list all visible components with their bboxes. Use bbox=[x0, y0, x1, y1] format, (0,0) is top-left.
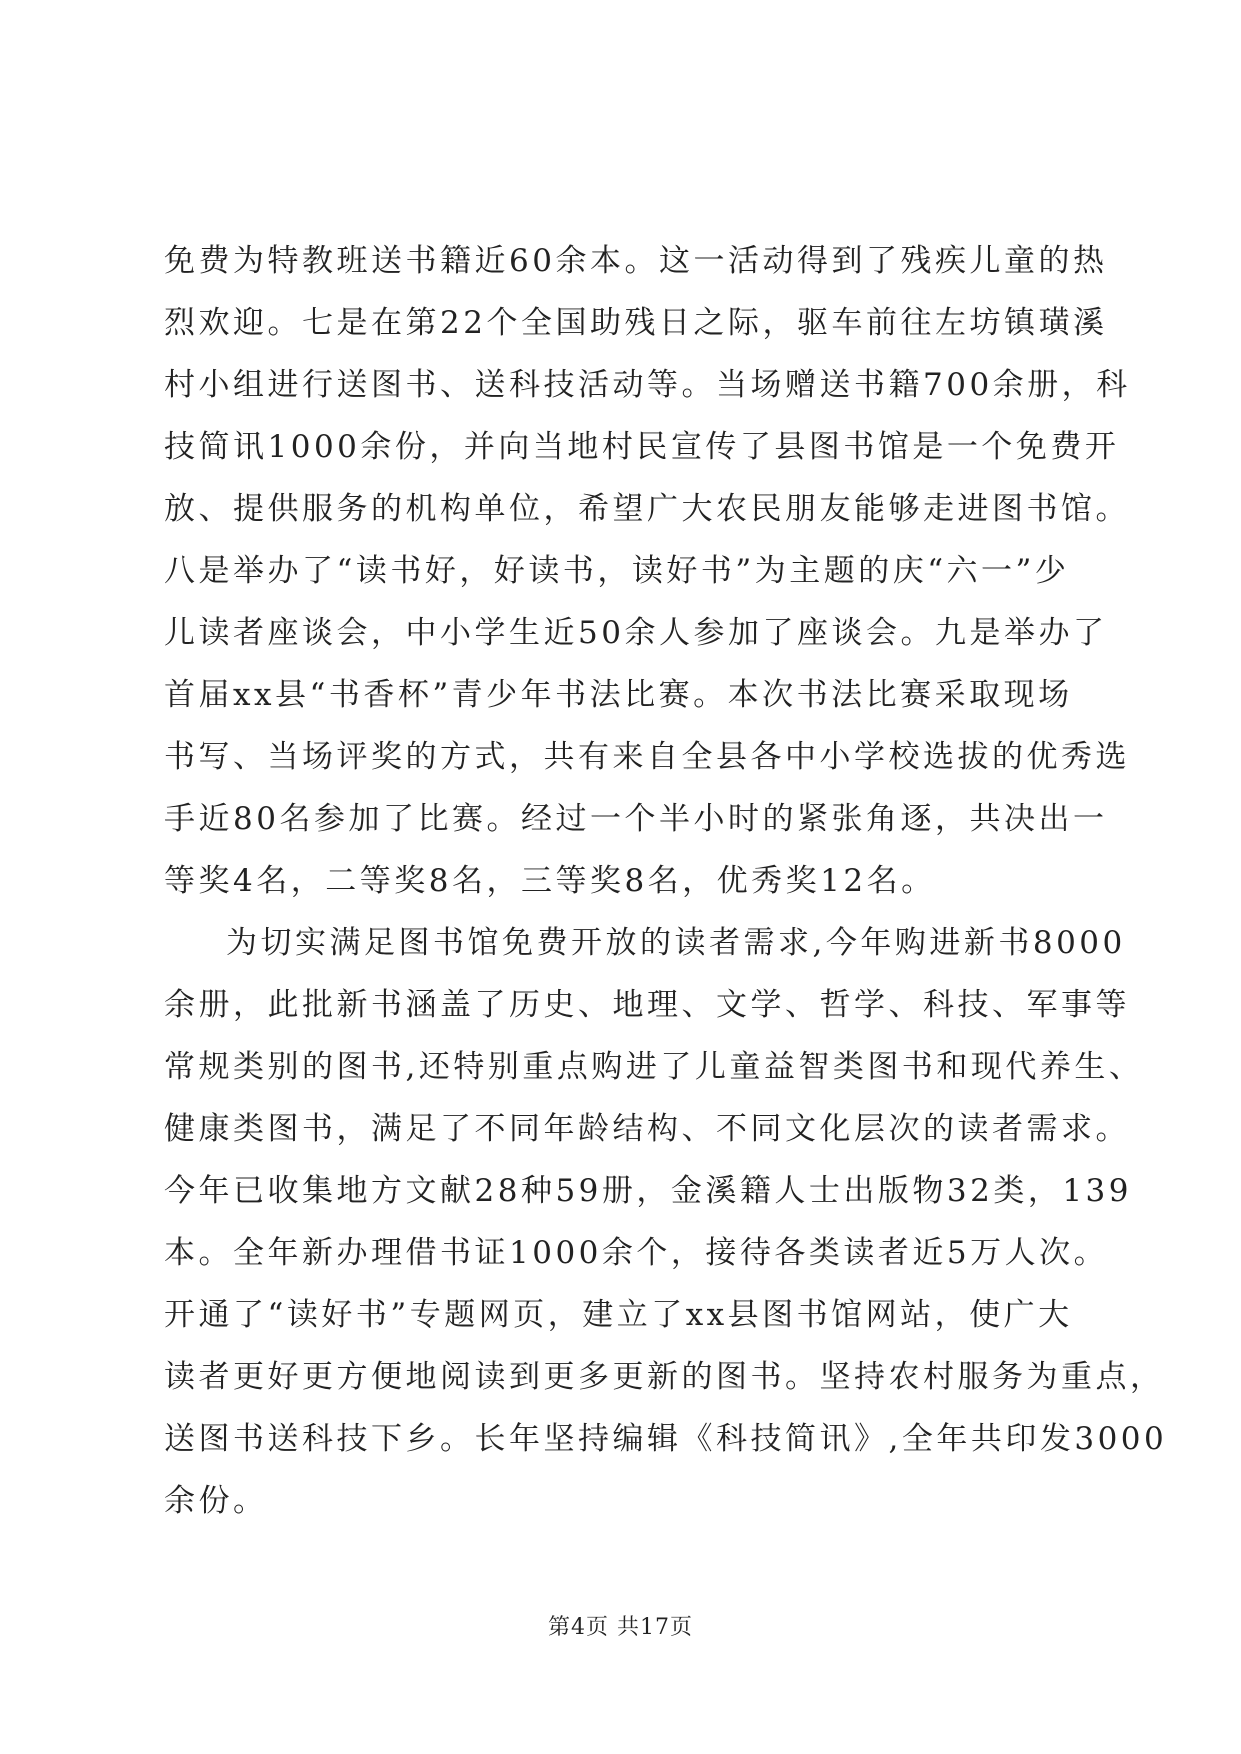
text-line: 常规类别的图书,还特别重点购进了儿童益智类图书和现代养生、 bbox=[164, 1049, 1144, 1085]
text-line: 八是举办了“读书好，好读书，读好书”为主题的庆“六一”少 bbox=[164, 553, 1070, 589]
text-line: 儿读者座谈会，中小学生近50余人参加了座谈会。九是举办了 bbox=[164, 615, 1108, 651]
text-line: 首届xx县“书香杯”青少年书法比赛。本次书法比赛采取现场 bbox=[164, 677, 1073, 713]
text-line: 技简讯1000余份，并向当地村民宣传了县图书馆是一个免费开 bbox=[164, 429, 1120, 465]
text-line: 书写、当场评奖的方式，共有来自全县各中小学校选拔的优秀选 bbox=[164, 739, 1130, 775]
text-line: 读者更好更方便地阅读到更多更新的图书。坚持农村服务为重点， bbox=[164, 1359, 1165, 1395]
text-line: 送图书送科技下乡。长年坚持编辑《科技简讯》,全年共印发3000 bbox=[164, 1421, 1168, 1457]
text-line: 本。全年新办理借书证1000余个，接待各类读者近5万人次。 bbox=[164, 1235, 1109, 1271]
text-line: 余份。 bbox=[164, 1483, 268, 1519]
paragraph-start-line: 为切实满足图书馆免费开放的读者需求,今年购进新书8000 bbox=[226, 925, 1126, 961]
page-number-footer: 第4页 共17页 bbox=[548, 1615, 693, 1640]
text-line: 烈欢迎。七是在第22个全国助残日之际，驱车前往左坊镇璜溪 bbox=[164, 305, 1108, 341]
text-line: 今年已收集地方文献28种59册，金溪籍人士出版物32类，139 bbox=[164, 1173, 1133, 1209]
text-line: 手近80名参加了比赛。经过一个半小时的紧张角逐，共决出一 bbox=[164, 801, 1108, 837]
document-body bbox=[164, 230, 1168, 1532]
text-line: 放、提供服务的机构单位，希望广大农民朋友能够走进图书馆。 bbox=[164, 491, 1130, 527]
text-line: 等奖4名，二等奖8名，三等奖8名，优秀奖12名。 bbox=[164, 863, 936, 899]
text-line: 开通了“读好书”专题网页，建立了xx县图书馆网站，使广大 bbox=[164, 1297, 1073, 1333]
text-line: 健康类图书，满足了不同年龄结构、不同文化层次的读者需求。 bbox=[164, 1111, 1130, 1147]
text-line: 免费为特教班送书籍近60余本。这一活动得到了残疾儿童的热 bbox=[164, 243, 1108, 279]
text-line: 余册，此批新书涵盖了历史、地理、文学、哲学、科技、军事等 bbox=[164, 987, 1130, 1023]
text-line: 村小组进行送图书、送科技活动等。当场赠送书籍700余册，科 bbox=[164, 367, 1131, 403]
